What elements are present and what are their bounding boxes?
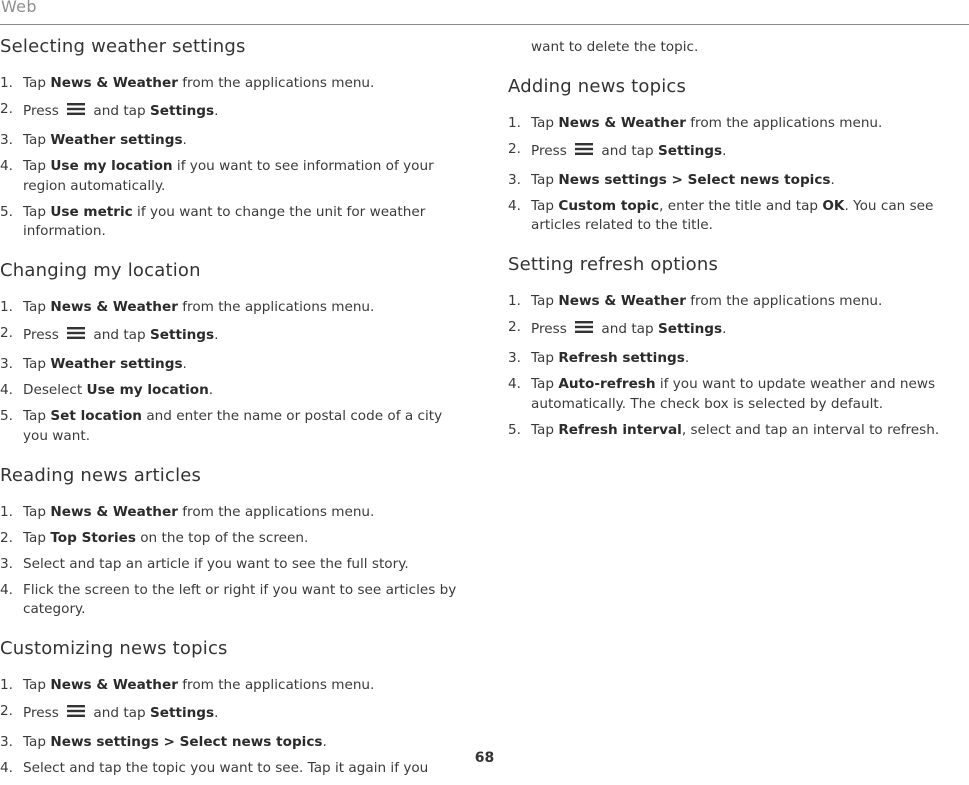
- step: [0, 74, 460, 94]
- step-text: and tap: [597, 142, 658, 159]
- section-title-adding: Adding news topics: [508, 75, 687, 97]
- step-text: Tap: [23, 132, 51, 148]
- step-text: on the top of the screen.: [135, 529, 309, 546]
- step: [508, 114, 963, 134]
- section-title-weather: Selecting weather settings: [0, 36, 246, 57]
- step-text: Tap: [531, 197, 559, 214]
- step-bold: Settings: [149, 327, 215, 343]
- step-text: .: [182, 356, 187, 372]
- step-text: .: [214, 705, 219, 721]
- step: [508, 292, 963, 312]
- step-text: Press: [531, 142, 572, 159]
- section-title-refresh: Setting refresh options: [508, 254, 719, 275]
- step-bold: News & Weather: [50, 677, 178, 693]
- step-text: Tap: [23, 529, 51, 546]
- step-bold: Auto-refresh: [558, 376, 656, 392]
- step: [508, 171, 963, 191]
- step-text: and tap: [597, 321, 658, 337]
- menu-icon: [573, 318, 595, 343]
- step-number: 4.: [0, 382, 13, 398]
- step-text: .: [182, 132, 187, 148]
- step-bold: Custom topic: [558, 197, 660, 214]
- step-number: 4.: [508, 376, 521, 392]
- menu-icon: [65, 100, 87, 125]
- step-text: Tap: [531, 171, 559, 188]
- step-number: 1.: [508, 293, 521, 309]
- step: [508, 421, 963, 441]
- step-text: Tap: [531, 421, 559, 438]
- step-text: Tap: [531, 350, 559, 366]
- step-number: 2.: [508, 140, 521, 157]
- step-number: 5.: [0, 408, 13, 424]
- step-text: Press: [531, 321, 572, 337]
- step-text: . You can see articles related to the title.: [531, 197, 934, 233]
- step-number: 2.: [508, 319, 521, 335]
- step-number: 2.: [0, 703, 13, 719]
- step-number: 2.: [0, 529, 13, 546]
- right-column: [508, 38, 963, 447]
- step-bold: Settings: [149, 705, 215, 721]
- step-text: Tap: [531, 376, 559, 392]
- section-title-customizing: Customizing news topics: [0, 638, 228, 659]
- step: [0, 555, 460, 575]
- step-bold: Use metric: [50, 203, 133, 220]
- continued-text: want to delete the topic.: [531, 39, 699, 55]
- step-text: Tap: [23, 299, 51, 315]
- step-text: Press: [23, 327, 64, 343]
- step-number: 1.: [0, 503, 13, 520]
- step-bold: Settings: [657, 321, 723, 337]
- step-text: Tap: [23, 158, 51, 174]
- step-number: 4.: [508, 197, 521, 214]
- header-title: Web: [1, 0, 37, 16]
- step: [508, 140, 963, 165]
- step-number: 1.: [508, 114, 521, 131]
- step: [0, 503, 460, 523]
- step-text: Tap: [23, 503, 51, 520]
- section-title-reading: Reading news articles: [0, 464, 202, 486]
- step-number: 3.: [0, 734, 13, 750]
- step-text: from the applications menu.: [177, 677, 375, 693]
- left-column: [0, 35, 460, 785]
- step-text: and tap: [89, 103, 150, 119]
- menu-icon: [65, 702, 87, 727]
- step: [0, 407, 460, 446]
- step-number: 2.: [0, 325, 13, 341]
- step-text: Tap: [23, 203, 51, 220]
- step-text: from the applications menu.: [685, 293, 883, 309]
- step-bold: Settings: [657, 142, 723, 159]
- step-number: 5.: [0, 203, 13, 220]
- menu-icon: [573, 140, 595, 165]
- page-header: [0, 0, 969, 25]
- step-bold: Weather settings: [50, 356, 183, 372]
- step: [0, 581, 460, 620]
- step-number: 3.: [508, 350, 521, 366]
- steps-location: [0, 298, 460, 446]
- step-text: , enter the title and tap: [659, 197, 823, 214]
- step-bold: News settings > Select news topics: [558, 171, 831, 188]
- step-text: Tap: [23, 734, 51, 750]
- step: [0, 298, 460, 318]
- step-text: Press: [23, 705, 64, 721]
- step-number: 1.: [0, 677, 13, 693]
- step-number: 2.: [0, 101, 13, 117]
- step: [0, 381, 460, 401]
- step: [508, 318, 963, 343]
- step: [0, 203, 460, 242]
- section-title-location: Changing my location: [0, 260, 201, 281]
- step-text: Press: [23, 103, 64, 119]
- step: [508, 197, 963, 236]
- step-text: .: [684, 350, 690, 366]
- step-text: Select and tap the topic you want to see. Tap it again if you: [23, 760, 429, 776]
- step: [0, 702, 460, 727]
- step-bold: News & Weather: [50, 299, 178, 315]
- step-bold: News & Weather: [50, 75, 178, 91]
- step-text: Tap: [531, 114, 559, 131]
- step-bold: News & Weather: [50, 503, 178, 520]
- step: [0, 676, 460, 696]
- step-text: from the applications menu.: [685, 114, 883, 131]
- step-text: Tap: [23, 75, 51, 91]
- step-text: if you want to see information of your region automatically.: [23, 158, 434, 194]
- step-text: from the applications menu.: [177, 503, 375, 520]
- step-text: Tap: [531, 293, 559, 309]
- step-text: .: [722, 142, 727, 159]
- step: [0, 324, 460, 349]
- step-text: Tap: [23, 408, 51, 424]
- step-text: from the applications menu.: [177, 75, 375, 91]
- step-text: .: [830, 171, 835, 188]
- step-number: 5.: [508, 421, 521, 438]
- step-text: Tap: [23, 677, 51, 693]
- step-number: 3.: [0, 356, 13, 372]
- step-bold: Use my location: [86, 382, 209, 398]
- step: [0, 100, 460, 125]
- step-number: 4.: [0, 581, 13, 598]
- step: [508, 349, 963, 369]
- page-number: 68: [474, 750, 495, 766]
- step-number: 3.: [0, 132, 13, 148]
- step: [0, 529, 460, 549]
- step-bold: Set location: [50, 408, 142, 424]
- step-text: Tap: [23, 356, 51, 372]
- step-text: .: [214, 103, 219, 119]
- step-text: .: [208, 382, 214, 398]
- menu-icon: [65, 324, 87, 349]
- step-text: from the applications menu.: [177, 299, 375, 315]
- step-text: .: [722, 321, 727, 337]
- step-bold: Top Stories: [50, 529, 136, 546]
- step-text: if you want to update weather and news automatically. The check box is selected by default.: [531, 376, 936, 412]
- step-bold: Weather settings: [50, 132, 183, 148]
- step-bold: News & Weather: [558, 114, 686, 131]
- step-text: , select and tap an interval to refresh.: [681, 421, 940, 438]
- step-text: and tap: [89, 705, 150, 721]
- steps-weather: [0, 74, 460, 242]
- step-number: 1.: [0, 75, 13, 91]
- step: [508, 375, 963, 414]
- step-number: 3.: [508, 171, 521, 188]
- step-bold: News settings > Select news topics: [50, 734, 323, 750]
- step: [0, 355, 460, 375]
- steps-refresh: [508, 292, 963, 440]
- step-bold: News & Weather: [558, 293, 686, 309]
- step-text: .: [322, 734, 327, 750]
- step-bold: Use my location: [50, 158, 173, 174]
- step-text: if you want to change the unit for weather information.: [23, 203, 426, 239]
- step-bold: OK: [822, 197, 845, 214]
- step: [0, 131, 460, 151]
- step-text: and tap: [89, 327, 150, 343]
- step-text: Deselect: [23, 382, 87, 398]
- step-text: .: [214, 327, 219, 343]
- step-bold: Refresh interval: [558, 421, 682, 438]
- step-number: 1.: [0, 299, 13, 315]
- step-number: 4.: [0, 760, 13, 776]
- steps-reading: [0, 503, 460, 620]
- step-text: Flick the screen to the left or right if you want to see articles by category.: [23, 581, 457, 617]
- step-number: 3.: [0, 555, 13, 572]
- step-text: Select and tap an article if you want to see the full story.: [23, 555, 409, 572]
- step-text: and enter the name or postal code of a city you want.: [23, 408, 443, 444]
- step-bold: Settings: [149, 103, 215, 119]
- step-bold: Refresh settings: [558, 350, 685, 366]
- steps-adding: [508, 114, 963, 236]
- step-number: 4.: [0, 158, 13, 174]
- step: [0, 157, 460, 196]
